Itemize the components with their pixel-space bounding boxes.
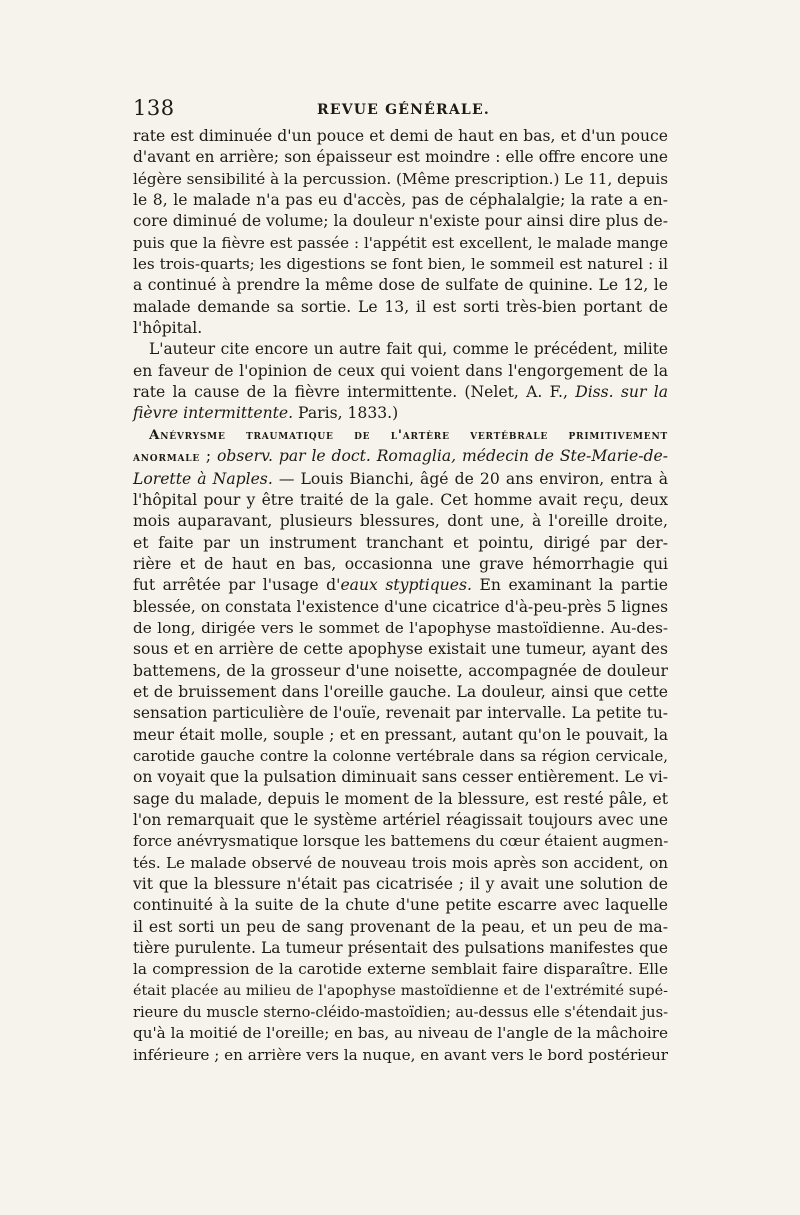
observation-credit: Lorette à Naples.: [133, 469, 273, 488]
text-line: les trois-quarts; les digestions se font bien, le sommeil est naturel : il: [133, 255, 668, 274]
text-line: le 8, le malade n'a pas eu d'accès, pas de céphalalgie; la rate a en-: [133, 191, 668, 210]
italic-term: eaux styptiques.: [340, 576, 472, 595]
text-line: meur était molle, souple ; et en pressant, autant qu'on le pouvait, la: [133, 725, 668, 744]
text-run: fut arrêtée par l'usage d': [133, 576, 341, 595]
text-line: on voyait que la pulsation diminuait sans cesser entièrement. Le vi-: [133, 768, 668, 787]
text-line: L'auteur cite encore un autre fait qui, comme le précédent, milite: [149, 340, 668, 359]
text-line: a continué à prendre la même dose de sulfate de quinine. Le 12, le: [133, 276, 668, 295]
text-line: et de bruissement dans l'oreille gauche. La douleur, ainsi que cette: [133, 682, 668, 701]
body-text: [133, 126, 668, 1066]
text-line: et faite par un instrument tranchant et pointu, dirigé par der-: [133, 533, 668, 552]
text-line: sage du malade, depuis le moment de la blessure, est resté pâle, et: [133, 789, 668, 808]
citation-italic: Diss. sur la: [575, 383, 668, 402]
text-line: [133, 469, 668, 490]
citation-italic: fièvre intermittente.: [133, 404, 294, 423]
observation-credit: observ. par le doct. Romaglia, médecin de Ste-Marie-de-: [217, 447, 668, 466]
text-line: l'on remarquait que le système artériel réagissait toujours avec une: [133, 811, 668, 829]
text-line: de long, dirigée vers le sommet de l'apophyse mastoïdienne. Au-des-: [133, 618, 668, 637]
text-line: tés. Le malade observé de nouveau trois mois après son accident, on: [133, 853, 668, 872]
text-line: malade demande sa sortie. Le 13, il est sorti très-bien portant de: [133, 297, 668, 316]
text-line: sensation particulière de l'ouïe, revenait par intervalle. La petite tu-: [133, 704, 668, 723]
text-line: inférieure ; en arrière vers la nuque, en avant vers le bord postérieur: [133, 1045, 668, 1064]
text-line: [133, 446, 668, 468]
text-line: était placée au milieu de l'apophyse mastoïdienne et de l'extrémité supé-: [133, 982, 668, 999]
page-number: 138: [133, 96, 175, 120]
text-line: vit que la blessure n'était pas cicatrisée ; il y avait une solution de: [133, 875, 668, 894]
section-title: Anévrysme traumatique de l'artère vertébrale primitivement: [149, 426, 668, 443]
text-line: l'hôpital.: [133, 319, 203, 338]
text-run: rate la cause de la fièvre intermittente. (Nelet, A. F.,: [133, 383, 576, 402]
text-run: Paris, 1833.): [293, 404, 399, 423]
text-line: core diminué de volume; la douleur n'existe pour ainsi dire plus de-: [133, 212, 668, 231]
running-head: REVUE GÉNÉRALE.: [317, 102, 490, 118]
text-line: légère sensibilité à la percussion. (Même prescription.) Le 11, depuis: [133, 169, 668, 188]
text-line: rière et de haut en bas, occasionna une grave hémorrhagie qui: [133, 554, 668, 573]
text-line: tière purulente. La tumeur présentait des pulsations manifestes que: [133, 939, 668, 958]
page-header: [133, 96, 668, 120]
text-line: rieure du muscle sterno-cléido-mastoïdien; au-dessus elle s'étendait jus-: [133, 1004, 668, 1022]
text-line: puis que la fièvre est passée : l'appétit est excellent, le malade mange: [133, 233, 668, 252]
text-run: ;: [200, 447, 218, 466]
text-line: [133, 403, 668, 424]
text-line: rate est diminuée d'un pouce et demi de haut en bas, et d'un pouce: [133, 127, 668, 145]
text-line: blessée, on constata l'existence d'une cicatrice d'à-peu-près 5 lignes: [133, 597, 668, 616]
text-line: [133, 575, 668, 596]
text-line: mois auparavant, plusieurs blessures, dont une, à l'oreille droite,: [133, 512, 668, 531]
text-run: — Louis Bianchi, âgé de 20 ans environ, entra à: [272, 469, 668, 488]
text-line: continuité à la suite de la chute d'une petite escarre avec laquelle: [133, 896, 668, 915]
text-line: qu'à la moitié de l'oreille; en bas, au niveau de l'angle de la mâchoire: [133, 1024, 668, 1043]
text-line: sous et en arrière de cette apophyse existait une tumeur, ayant des: [133, 640, 668, 659]
text-line: force anévrysmatique lorsque les battemens du cœur étaient augmen-: [133, 832, 669, 851]
text-line: carotide gauche contre la colonne vertébrale dans sa région cervicale,: [133, 747, 668, 765]
text-line: battemens, de la grosseur d'une noisette, accompagnée de douleur: [133, 661, 668, 680]
text-line: la compression de la carotide externe semblait faire disparaître. Elle: [133, 960, 668, 979]
text-line: il est sorti un peu de sang provenant de la peau, et un peu de ma-: [133, 917, 668, 936]
text-run: En examinant la partie: [471, 576, 668, 595]
text-line: en faveur de l'opinion de ceux qui voient dans l'engorgement de la: [133, 361, 668, 380]
text-line: d'avant en arrière; son épaisseur est moindre : elle offre encore une: [133, 148, 668, 167]
text-line: l'hôpital pour y être traité de la gale. Cet homme avait reçu, deux: [133, 490, 668, 509]
section-title-cont: anormale: [133, 449, 201, 466]
text-line: [133, 382, 668, 403]
